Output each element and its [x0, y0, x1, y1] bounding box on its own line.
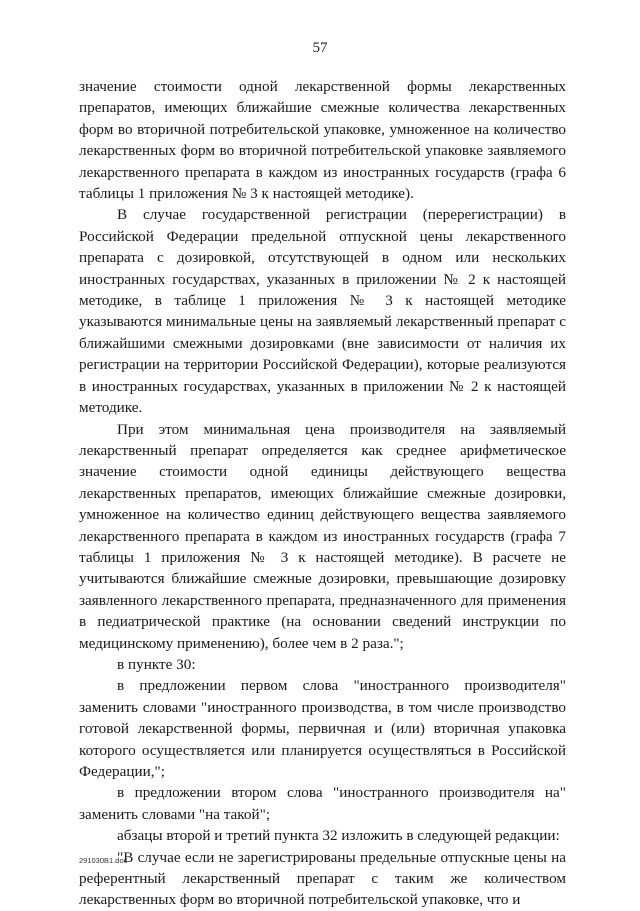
paragraph-8: "В случае если не зарегистрированы предельные отпускные цены на референтный лекарственный препарат с таким же количеством лекарственных форм во вторичной потребительской упаковке, что и — [79, 848, 566, 909]
paragraph-6: в предложении втором слова "иностранного производителя на" заменить словами "на такой"; — [79, 784, 566, 823]
page-number: 57 — [312, 40, 328, 56]
paragraph-3: При этом минимальная цена производителя на заявляемый лекарственный препарат определяется как среднее арифметическое значение стоимости одной единицы действующего вещества лекарственных препаратов, имеющих ближайшие смежные дозировки, умноженное на количество единиц действующего вещества заявляемого лекарственного препарата в каждом из иностранных государств (графа 7 таблицы 1 приложения № 3 к настоящей методике). В расчете не учитываются ближайшие смежные дозировки, превышающие дозировку заявленного лекарственного препарата, предназначенного для применения в педиатрической практике (на основании сведений инструкции по медицинскому применению), более чем в 2 раза."; — [79, 420, 566, 652]
paragraph-2: В случае государственной регистрации (перерегистрации) в Российской Федерации предельной отпускной цены лекарственного препарата с дозировкой, отсутствующей в одном или нескольких иностранных государствах, указанных в приложении № 2 к настоящей методике, в таблице 1 приложения № 3 к настоящей методике указываются минимальные цены на заявляемый лекарственный препарат с ближайшими смежными дозировками (вне зависимости от наличия их регистрации на территории Российской Федерации), которые реализуются в иностранных государствах, указанных в приложении № 2 к настоящей методике. — [79, 206, 566, 417]
footer-file-name: 291030B1.doc — [79, 856, 128, 865]
document-body — [79, 76, 566, 911]
paragraph-5: в предложении первом слова "иностранного производителя" заменить словами "иностранного производства, в том числе производство готовой лекарственной формы, первичная и (или) вторичная упаковка которого осуществляется или планируется осуществляться в Российской Федерации,"; — [79, 677, 566, 780]
paragraph-1: значение стоимости одной лекарственной формы лекарственных препаратов, имеющих ближайшие смежные количества лекарственных форм во вторичной потребительской упаковке, умноженное на количество лекарственных форм во вторичной потребительской упаковке заявляемого лекарственного препарата в каждом из иностранных государств (графа 6 таблицы 1 приложения № 3 к настоящей методике). — [79, 78, 566, 203]
paragraph-4: в пункте 30: — [117, 655, 196, 673]
paragraph-7: абзацы второй и третий пункта 32 изложить в следующей редакции: — [117, 827, 560, 845]
